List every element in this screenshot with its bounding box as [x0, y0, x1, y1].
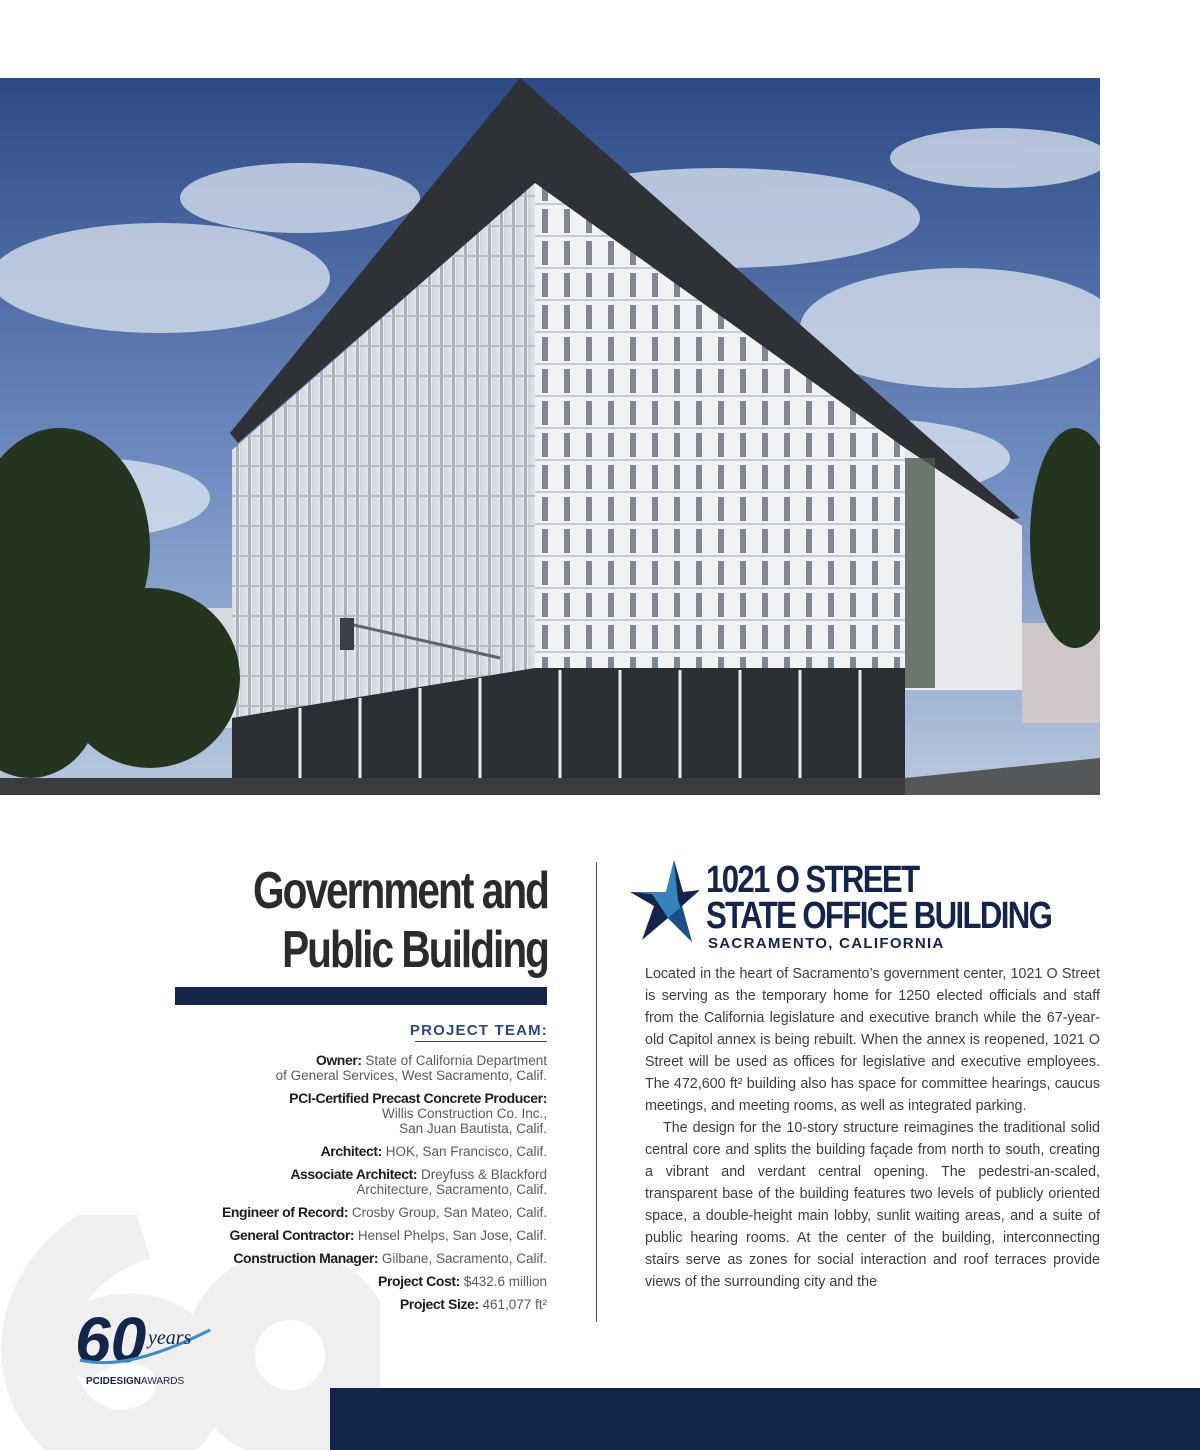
star-icon [628, 860, 700, 949]
column-divider [596, 862, 597, 1322]
project-team-list [217, 1053, 547, 1320]
logo-brand [86, 1376, 184, 1387]
team-role: Architect: [320, 1143, 382, 1159]
project-title [706, 859, 1052, 937]
team-entry-project-size [217, 1297, 547, 1312]
team-role: Associate Architect: [290, 1166, 418, 1182]
team-role: General Contractor: [229, 1227, 355, 1243]
team-entry-project-cost [217, 1274, 547, 1289]
category-title-bar [175, 987, 547, 1005]
project-team-heading: PROJECT TEAM: [409, 1022, 548, 1039]
logo-brand-bold: PCIDESIGN [86, 1376, 142, 1387]
team-role: PCI-Certified Precast Concrete Producer: [289, 1090, 547, 1106]
team-entry-owner [217, 1053, 547, 1083]
team-value: State of California Department [361, 1053, 547, 1068]
logo-brand-light: AWARDS [141, 1376, 185, 1387]
team-role: Project Cost: [378, 1273, 460, 1289]
team-entry-construction-manager [217, 1251, 547, 1266]
project-description [645, 963, 1100, 1293]
hero-photo [0, 78, 1100, 795]
logo-script: years [148, 1327, 192, 1349]
category-title-line2: Public Building [282, 921, 548, 979]
team-role: Construction Manager: [233, 1250, 379, 1266]
project-team-heading-rule [415, 1041, 547, 1042]
project-title-line2: STATE OFFICE BUILDING [706, 895, 1052, 937]
team-value: Dreyfuss & Blackford [417, 1167, 547, 1182]
team-value: Hensel Phelps, San Jose, Calif. [354, 1228, 547, 1243]
team-value-line2: Willis Construction Co. Inc., [381, 1106, 547, 1121]
pci-60-years-logo [70, 1300, 220, 1395]
team-value-line3: San Juan Bautista, Calif. [399, 1121, 547, 1136]
description-paragraph-2: The design for the 10-story structure reimagines the traditional solid central core and splits the building façade from north to south, creating a vibrant and verdant central opening. The pedestri-an-scaled, transparent base of the building features two levels of publicly oriented space, a double-height main lobby, sunlit waiting areas, and a suite of public hearing rooms. At the center of the building, interconnecting stairs serve as zones for social interaction and roof terraces provide views of the surrounding city and the [645, 1120, 1100, 1290]
team-value: Gilbane, Sacramento, Calif. [378, 1251, 547, 1266]
footer-band [330, 1388, 1200, 1450]
team-value-line2: of General Services, West Sacramento, Calif. [275, 1068, 547, 1083]
team-value: $432.6 million [459, 1274, 547, 1289]
team-entry-architect [217, 1144, 547, 1159]
team-entry-producer [217, 1091, 547, 1136]
team-entry-associate-architect [217, 1167, 547, 1197]
category-title-line1: Government and [253, 862, 548, 920]
team-value: 461,077 ft² [478, 1297, 547, 1312]
category-title [220, 862, 548, 980]
team-role: Project Size: [399, 1296, 479, 1312]
project-location: SACRAMENTO, CALIFORNIA [708, 935, 945, 952]
team-entry-engineer [217, 1205, 547, 1220]
team-entry-general-contractor [217, 1228, 547, 1243]
description-paragraph-1: Located in the heart of Sacramento’s government center, 1021 O Street is serving as the temporary home for 1250 elected officials and staff from the California legislature and executive branch while the 67-year-old Capitol annex is being rebuilt. When the annex is reopened, 1021 O Street will be used as offices for legislative and executive employees. The 472,600 ft² building also has space for committee hearings, caucus meetings, and meeting rooms, as well as integrated parking. [645, 966, 1100, 1114]
project-title-line1: 1021 O STREET [706, 859, 919, 901]
team-value: Crosby Group, San Mateo, Calif. [348, 1205, 547, 1220]
team-value: HOK, San Francisco, Calif. [381, 1144, 547, 1159]
team-value-line2: Architecture, Sacramento, Calif. [356, 1182, 547, 1197]
team-role: Owner: [315, 1052, 362, 1068]
logo-number: 60 [75, 1304, 147, 1376]
team-role: Engineer of Record: [221, 1204, 349, 1220]
